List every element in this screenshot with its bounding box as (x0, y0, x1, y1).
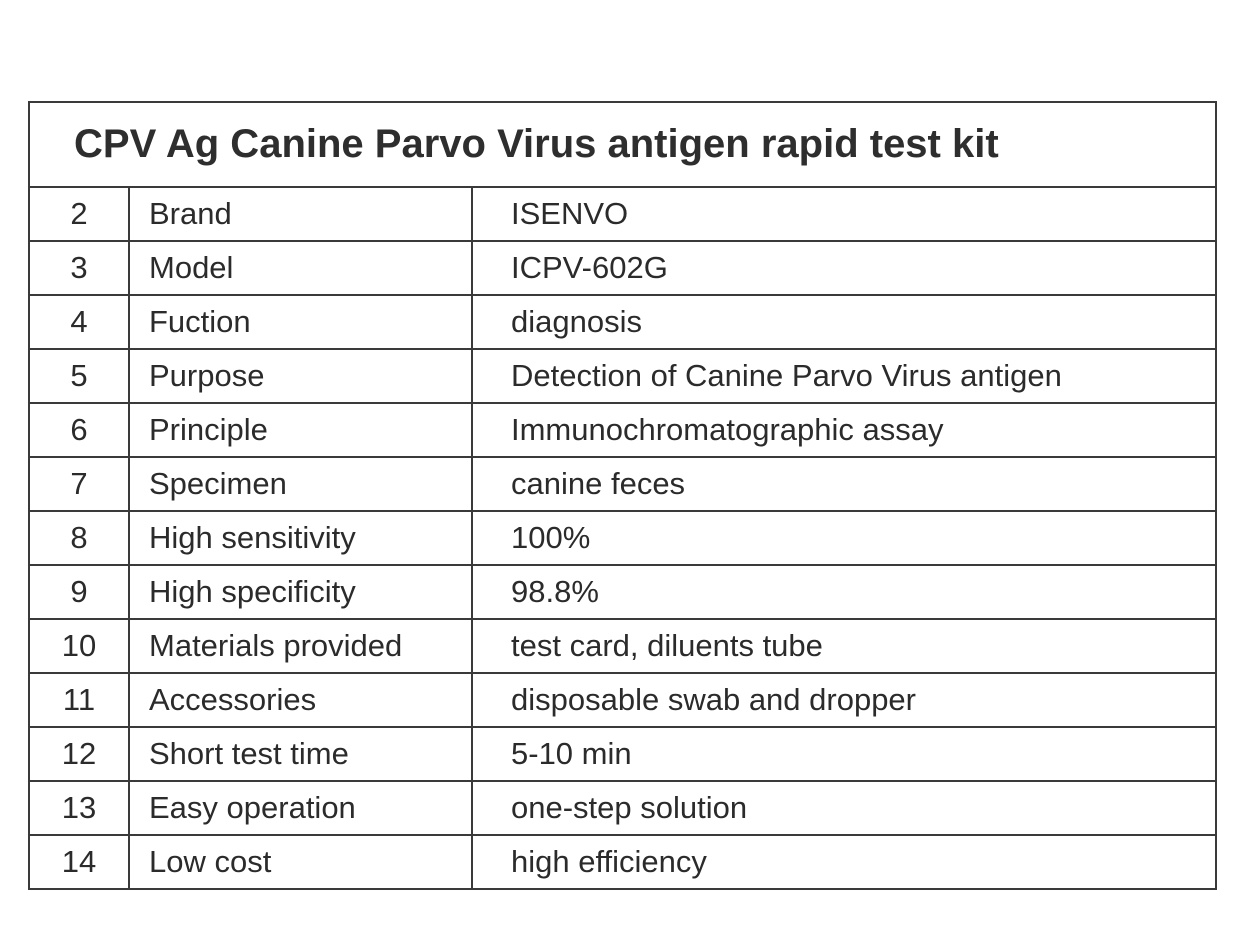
table-row (29, 187, 1216, 241)
row-number: 11 (29, 673, 129, 727)
row-label: Materials provided (129, 619, 472, 673)
table-row (29, 241, 1216, 295)
table-row (29, 403, 1216, 457)
table-row (29, 349, 1216, 403)
row-number: 5 (29, 349, 129, 403)
row-value: Immunochromatographic assay (472, 403, 1216, 457)
table-row (29, 619, 1216, 673)
row-value: canine feces (472, 457, 1216, 511)
row-number: 2 (29, 187, 129, 241)
table-title: CPV Ag Canine Parvo Virus antigen rapid test kit (29, 102, 1216, 187)
row-value: 98.8% (472, 565, 1216, 619)
row-number: 7 (29, 457, 129, 511)
row-number: 10 (29, 619, 129, 673)
row-number: 12 (29, 727, 129, 781)
row-value: ICPV-602G (472, 241, 1216, 295)
table-row (29, 673, 1216, 727)
row-number: 13 (29, 781, 129, 835)
row-number: 9 (29, 565, 129, 619)
row-label: Purpose (129, 349, 472, 403)
row-number: 14 (29, 835, 129, 889)
row-value: 5-10 min (472, 727, 1216, 781)
row-value: high efficiency (472, 835, 1216, 889)
row-label: Model (129, 241, 472, 295)
row-label: Principle (129, 403, 472, 457)
table-row (29, 511, 1216, 565)
table-title-row (29, 102, 1216, 187)
row-value: disposable swab and dropper (472, 673, 1216, 727)
row-value: test card, diluents tube (472, 619, 1216, 673)
table-row (29, 565, 1216, 619)
row-number: 8 (29, 511, 129, 565)
row-label: High specificity (129, 565, 472, 619)
row-label: Accessories (129, 673, 472, 727)
row-value: 100% (472, 511, 1216, 565)
row-label: Easy operation (129, 781, 472, 835)
table-row (29, 727, 1216, 781)
row-label: Fuction (129, 295, 472, 349)
row-label: Low cost (129, 835, 472, 889)
row-label: High sensitivity (129, 511, 472, 565)
table-row (29, 457, 1216, 511)
table-row (29, 835, 1216, 889)
row-number: 3 (29, 241, 129, 295)
spec-table (28, 101, 1217, 890)
row-number: 4 (29, 295, 129, 349)
row-label: Short test time (129, 727, 472, 781)
table-row (29, 295, 1216, 349)
row-value: one-step solution (472, 781, 1216, 835)
row-label: Specimen (129, 457, 472, 511)
row-value: ISENVO (472, 187, 1216, 241)
row-number: 6 (29, 403, 129, 457)
table-row (29, 781, 1216, 835)
row-label: Brand (129, 187, 472, 241)
row-value: diagnosis (472, 295, 1216, 349)
row-value: Detection of Canine Parvo Virus antigen (472, 349, 1216, 403)
